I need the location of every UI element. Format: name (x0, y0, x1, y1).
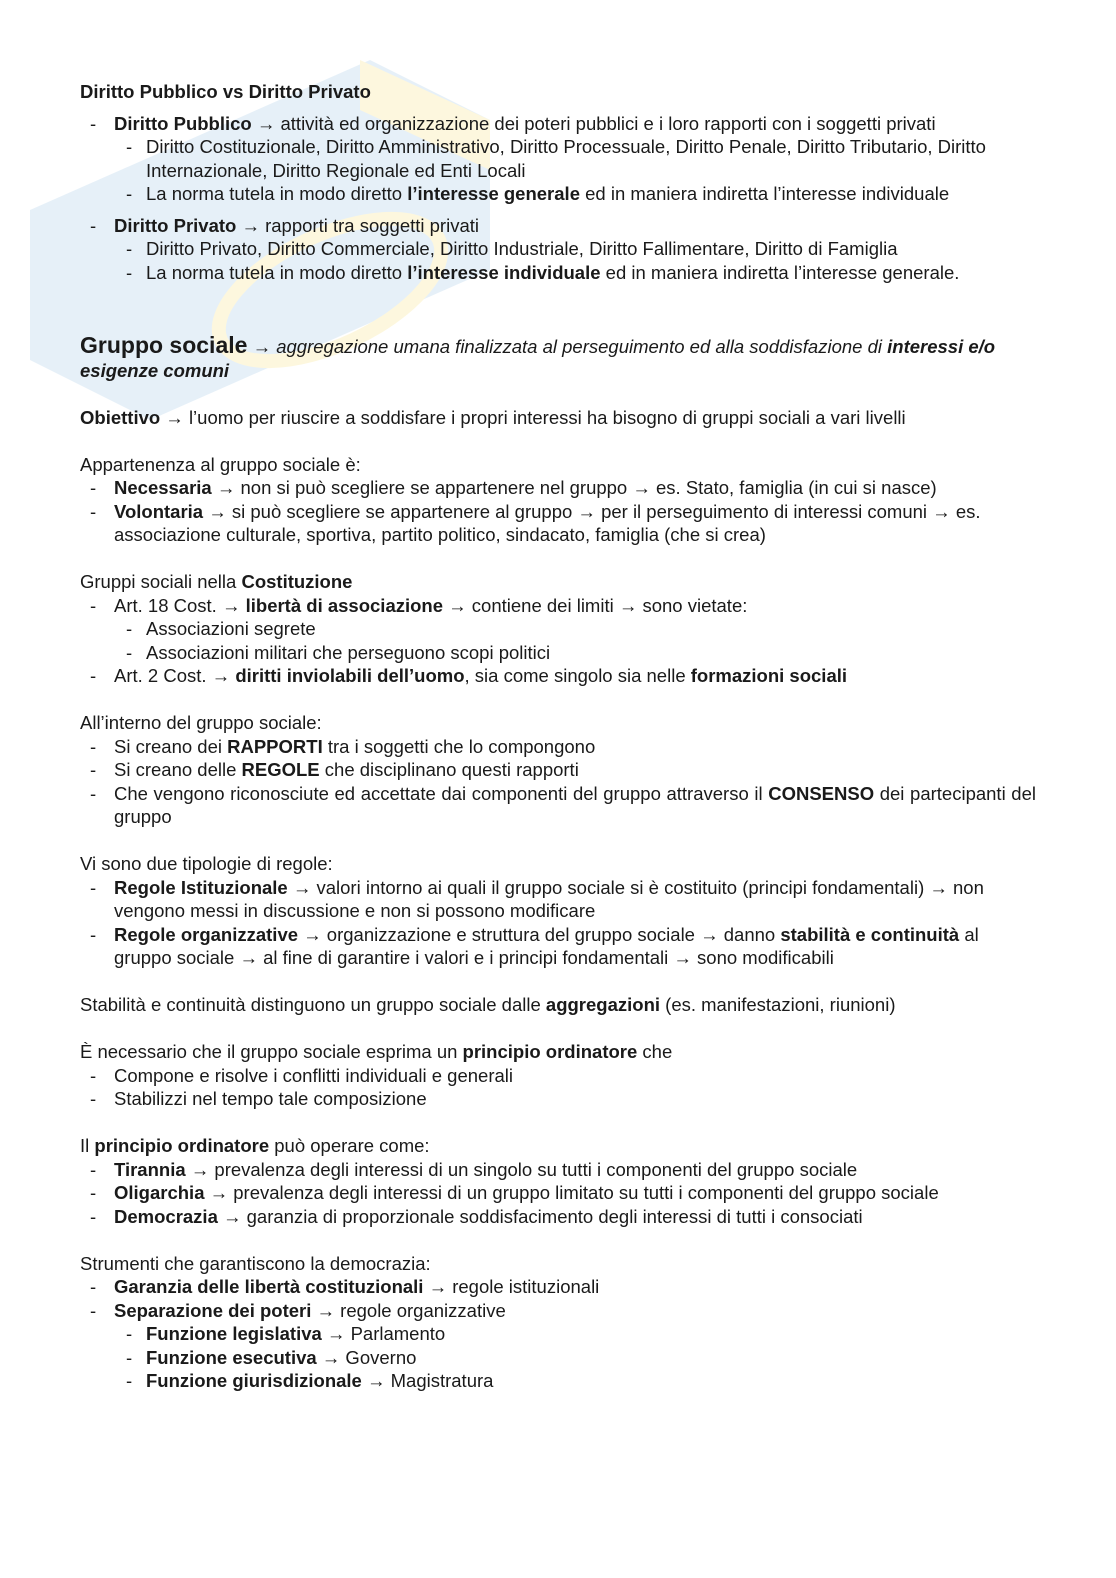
diritto-list (80, 112, 1036, 285)
list-item (80, 1181, 1036, 1205)
sub-label: Funzione giurisdizionale (146, 1370, 362, 1391)
para-text: (es. manifestazioni, riunioni) (660, 994, 896, 1015)
item-text: → prevalenza degli interessi di un gruppo limitato su tutti i componenti del gruppo sociale (204, 1182, 939, 1203)
sub-label: Funzione legislativa (146, 1323, 322, 1344)
intro-text: È necessario che il gruppo sociale esprima un (80, 1041, 463, 1062)
list-item (80, 758, 1036, 782)
item-label: Oligarchia (114, 1182, 205, 1203)
heading-def-bold: interessi e/o esigenze comuni (80, 336, 996, 381)
sub-item (114, 1322, 1036, 1346)
intro-bold: principio ordinatore (94, 1135, 270, 1156)
interno-intro: All’interno del gruppo sociale: (80, 712, 322, 733)
sub-item (114, 261, 1036, 285)
item-text: → garanzia di proporzionale soddisfacimento degli interessi di tutti i consociati (217, 1205, 863, 1227)
item-bold: REGOLE (241, 759, 320, 780)
item-label: Garanzia delle libertà costituzionali (114, 1276, 424, 1297)
item-bold: CONSENSO (768, 782, 875, 804)
title-text: Diritto Pubblico vs Diritto Privato (80, 81, 371, 102)
appartenenza-intro: Appartenenza al gruppo sociale è: (80, 453, 361, 475)
sub-bold: l’interesse generale (407, 183, 580, 204)
list-item (80, 594, 1036, 665)
sub-item (114, 237, 1036, 261)
sub-item (114, 135, 1036, 182)
item-text: tra i soggetti che lo compongono (322, 735, 596, 757)
sub-item (114, 182, 1036, 206)
item-label: Regole organizzative (114, 923, 299, 945)
item-text: → regole istituzionali (423, 1276, 600, 1297)
stabilita-paragraph (80, 993, 1036, 1017)
item-text: → valori intorno ai quali il gruppo sociale si è costituito (principi fondamentali) → non vengono messi in discussione e non si possono modificare (114, 876, 984, 921)
item-text: → contiene dei limiti → sono vietate: (443, 594, 748, 616)
privato-sublist (114, 237, 1036, 284)
sub-text: Diritto Privato, Diritto Commerciale, Diritto Industriale, Diritto Fallimentare, Diritto di Famiglia (146, 238, 898, 259)
item-label: Necessaria (114, 477, 212, 498)
privato-label: Diritto Privato (114, 214, 237, 236)
sub-text: → Parlamento (321, 1323, 446, 1344)
poteri-sublist (114, 1322, 1036, 1393)
gruppo-sociale-heading (80, 334, 1036, 382)
list-item (80, 923, 1036, 970)
list-item (80, 476, 1036, 500)
item-label: Separazione dei poteri (114, 1299, 312, 1321)
item-text: Si creano dei (114, 735, 228, 757)
heading-def: → aggregazione umana finalizzata al perseguimento ed alla soddisfazione di (247, 336, 888, 357)
sub-item: - Associazioni militari che perseguono scopi politici (114, 641, 1036, 665)
item-text: Che vengono riconosciute ed accettate dai componenti del gruppo attraverso il (114, 782, 769, 804)
pubblico-def: → attività ed organizzazione dei poteri pubblici e i loro rapporti con i soggetti privati (256, 112, 936, 134)
sub-label: Funzione esecutiva (146, 1346, 317, 1368)
item-label: Tirannia (114, 1158, 186, 1180)
item-bold: libertà di associazione (245, 594, 444, 616)
regole-list (80, 876, 1036, 970)
sub-text: Diritto Costituzionale, Diritto Amministrativo, Diritto Processuale, Diritto Penale, Diritto Tributario, Diritto Internazionale, Diritto Regionale ed Enti Locali (146, 136, 986, 181)
principio-list (80, 1064, 1036, 1111)
obiettivo-paragraph (80, 406, 1036, 430)
item-text: → prevalenza degli interessi di un singolo su tutti i componenti del gruppo sociale (185, 1158, 858, 1180)
costituzione-intro (80, 570, 1036, 594)
item-bold: stabilità e continuità (780, 923, 960, 945)
para-text: Stabilità e continuità distinguono un gruppo sociale dalle (80, 994, 546, 1015)
list-item (80, 1158, 1036, 1182)
list-item (80, 500, 1036, 547)
pubblico-sublist (114, 135, 1036, 206)
item-label: Regole Istituzionale (114, 876, 288, 898)
strumenti-list (80, 1275, 1036, 1393)
list-item (80, 1275, 1036, 1299)
item-text: dei partecipanti del gruppo (114, 782, 1036, 827)
item-text: → si può scegliere se appartenere al gruppo → per il perseguimento di interessi comuni → es. associazione culturale, sportiva, partito politico, sindacato, famiglia (che si crea) (114, 500, 981, 545)
principio-intro (80, 1040, 1036, 1064)
intro-text: può operare come: (269, 1135, 430, 1156)
item-text: → non si può scegliere se appartenere nel gruppo → es. Stato, famiglia (in cui si nasce) (211, 477, 937, 498)
art18-sublist (114, 617, 1036, 664)
list-item-privato (80, 214, 1036, 285)
item-text: che disciplinano questi rapporti (319, 759, 579, 780)
regole-intro: Vi sono due tipologie di regole: (80, 853, 333, 874)
intro-text: Gruppi sociali nella (80, 571, 242, 592)
costituzione-list (80, 594, 1036, 688)
item-label: Democrazia (114, 1205, 218, 1227)
item-bold: RAPPORTI (227, 735, 323, 757)
document-body (80, 80, 1036, 1393)
intro-bold: principio ordinatore (462, 1041, 638, 1062)
item-text: Art. 2 Cost. → (114, 665, 236, 686)
sub-text: → Magistratura (361, 1370, 494, 1391)
strumenti-intro: Strumenti che garantiscono la democrazia: (80, 1252, 431, 1274)
intro-text: che (637, 1041, 673, 1062)
sub-item: - Associazioni segrete (114, 617, 1036, 641)
operare-intro (80, 1134, 1036, 1158)
item-text: , sia come singolo sia nelle (464, 665, 691, 686)
item-label: Volontaria (114, 500, 204, 522)
list-item-pubblico (80, 112, 1036, 206)
sub-bold: l’interesse individuale (407, 261, 601, 283)
item-text: Art. 18 Cost. → (114, 594, 246, 616)
item-text: → organizzazione e struttura del gruppo sociale → danno (298, 923, 781, 945)
sub-text: La norma tutela in modo diretto (146, 183, 408, 204)
privato-def: → rapporti tra soggetti privati (241, 214, 479, 236)
sub-item (114, 1369, 1036, 1393)
intro-text: Il (80, 1135, 95, 1156)
para-bold: aggregazioni (545, 994, 661, 1015)
item-bold: diritti inviolabili dell’uomo (235, 665, 465, 686)
sub-text: ed in maniera indiretta l’interesse generale. (600, 261, 960, 283)
section-title-diritto (80, 80, 1036, 104)
list-item: - Compone e risolve i conflitti individuali e generali (80, 1064, 1036, 1088)
sub-item (114, 1346, 1036, 1370)
obiettivo-text: → l’uomo per riuscire a soddisfare i propri interessi ha bisogno di gruppi sociali a vari livelli (160, 406, 906, 428)
obiettivo-label: Obiettivo (80, 406, 161, 428)
sub-text: ed in maniera indiretta l’interesse individuale (579, 183, 950, 204)
appartenenza-list (80, 476, 1036, 547)
item-text: → regole organizzative (311, 1299, 506, 1321)
intro-bold: Costituzione (241, 571, 353, 592)
item-bold: formazioni sociali (690, 665, 848, 686)
list-item (80, 782, 1036, 829)
interno-list (80, 735, 1036, 829)
item-text: Si creano delle (114, 759, 242, 780)
list-item: - Stabilizzi nel tempo tale composizione (80, 1087, 1036, 1111)
list-item (80, 664, 1036, 688)
pubblico-label: Diritto Pubblico (114, 112, 252, 134)
operare-list (80, 1158, 1036, 1229)
heading-text: Gruppo sociale (80, 332, 248, 358)
sub-text: La norma tutela in modo diretto (146, 261, 408, 283)
list-item (80, 1205, 1036, 1229)
list-item (80, 876, 1036, 923)
sub-text: → Governo (316, 1346, 417, 1368)
list-item (80, 735, 1036, 759)
item-text: al gruppo sociale → al fine di garantire i valori e i principi fondamentali → sono modificabili (114, 923, 979, 968)
list-item (80, 1299, 1036, 1393)
